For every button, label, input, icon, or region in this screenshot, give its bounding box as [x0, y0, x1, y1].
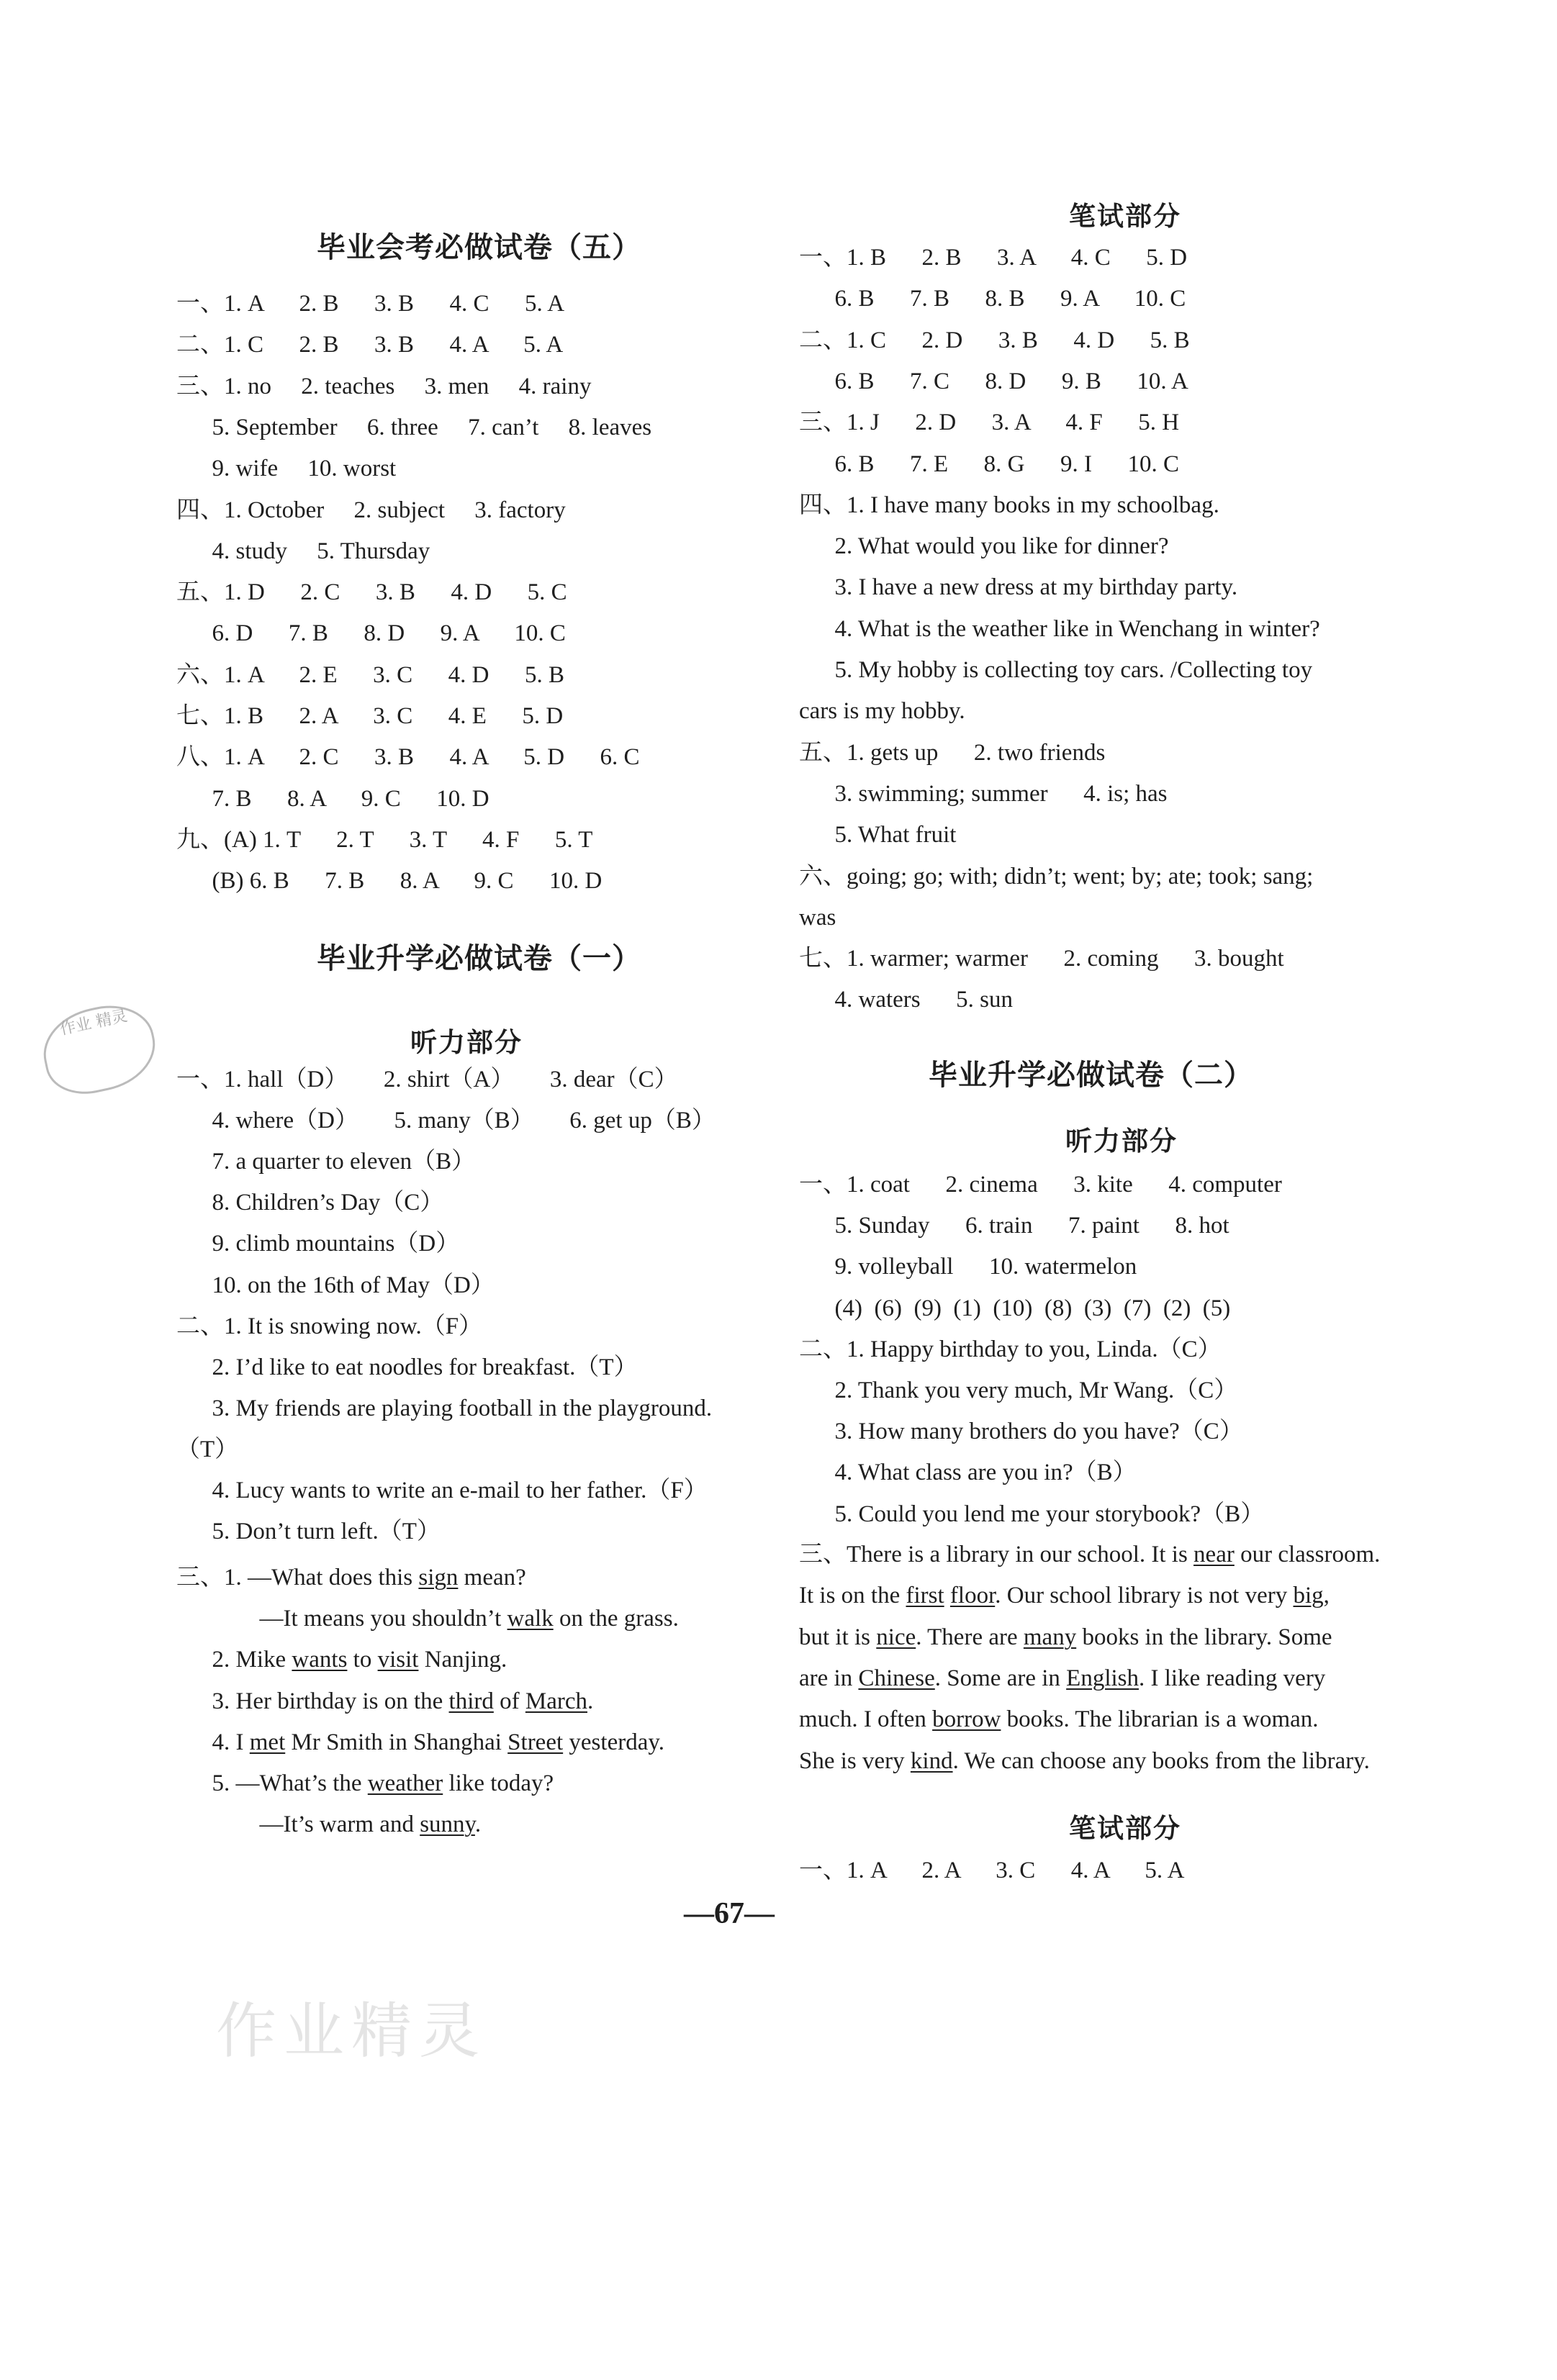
line-text: books in the library. Some	[1076, 1624, 1332, 1650]
filled-blank: sign	[418, 1565, 459, 1591]
line-text: 三、1. —What does this	[176, 1565, 419, 1591]
line-text: like today?	[443, 1770, 554, 1796]
answer-line: 4. What class are you in?（B）	[799, 1460, 1137, 1486]
filled-blank: kind	[910, 1747, 953, 1774]
listening-heading: 听力部分	[410, 1027, 523, 1058]
filled-blank: March	[525, 1688, 587, 1714]
answer-line: 5. September 6. three 7. can’t 8. leaves	[176, 414, 652, 440]
answer-line: 3. swimming; summer 4. is; has	[799, 780, 1168, 807]
line-text: —It’s warm and	[176, 1811, 420, 1838]
line-text	[944, 1583, 950, 1608]
answer-line: 6. B 7. E 8. G 9. I 10. C	[799, 451, 1179, 477]
homework-stamp: 作业 精灵	[36, 997, 163, 1102]
line-text: Nanjing.	[418, 1647, 507, 1673]
line-text: 5. —What’s the	[176, 1770, 368, 1796]
answer-line	[176, 1644, 507, 1675]
answer-line: 5. Could you lend me your storybook?（B）	[799, 1501, 1265, 1527]
answer-line: 三、1. J 2. D 3. A 4. F 5. H	[799, 410, 1180, 436]
filled-blank: sunny	[420, 1811, 475, 1838]
answer-line: 二、1. Happy birthday to you, Linda.（C）	[799, 1336, 1222, 1362]
answer-line: 7. B 8. A 9. C 10. D	[176, 785, 489, 812]
answer-line	[799, 1662, 1325, 1694]
answer-line: 一、1. hall（D） 2. shirt（A） 3. dear（C）	[176, 1067, 678, 1092]
answer-line: 6. B 7. B 8. B 9. A 10. C	[799, 286, 1186, 312]
answer-line: 3. How many brothers do you have?（C）	[799, 1419, 1243, 1445]
filled-blank: weather	[367, 1770, 443, 1796]
answer-line: (4) (6) (9) (1) (10) (8) (3) (7) (2) (5)	[799, 1295, 1231, 1321]
answer-line	[799, 1580, 1330, 1611]
page-number: —67—	[684, 1897, 775, 1930]
answer-line: 4. Lucy wants to write an e-mail to her father.（F）	[176, 1478, 708, 1503]
filled-blank: English	[1066, 1665, 1139, 1691]
exam-title-entrance-2: 毕业升学必做试卷（二）	[929, 1059, 1253, 1092]
line-text: .	[587, 1688, 594, 1714]
line-text: —It means you shouldn’t	[176, 1606, 507, 1632]
answer-line: 4. where（D） 5. many（B） 6. get up（B）	[176, 1108, 716, 1134]
answer-line: 9. climb mountains（D）	[176, 1231, 460, 1257]
answer-line: 5. Don’t turn left.（T）	[176, 1519, 441, 1545]
filled-blank: floor	[949, 1583, 996, 1609]
answer-line: 六、1. A 2. E 3. C 4. D 5. B	[176, 661, 565, 688]
line-text: 三、There is a library in our school. It is	[799, 1542, 1194, 1567]
answer-line: 2. I’d like to eat noodles for breakfast.（T）	[176, 1354, 638, 1380]
filled-blank: Chinese	[858, 1665, 935, 1691]
answer-line: 5. Sunday 6. train 7. paint 8. hot	[799, 1213, 1229, 1239]
line-text: our classroom.	[1234, 1542, 1381, 1567]
answer-line	[176, 1603, 679, 1634]
answer-line	[799, 1621, 1332, 1653]
filled-blank: visit	[377, 1647, 419, 1673]
line-text: It is on the	[799, 1583, 906, 1609]
answer-line: 一、1. A 2. B 3. B 4. C 5. A	[176, 291, 565, 317]
line-text: 3. Her birthday is on the	[176, 1688, 449, 1714]
answer-line: 4. study 5. Thursday	[176, 538, 430, 564]
line-text: on the grass.	[553, 1606, 679, 1632]
answer-line: 4. What is the weather like in Wenchang in winter?	[799, 615, 1320, 642]
answer-line: 一、1. coat 2. cinema 3. kite 4. computer	[799, 1172, 1282, 1198]
answer-line: 九、(A) 1. T 2. T 3. T 4. F 5. T	[176, 826, 593, 853]
line-text: 2. Mike	[176, 1647, 292, 1673]
filled-blank: near	[1193, 1542, 1235, 1567]
filled-blank: first	[906, 1583, 944, 1609]
answer-line: 5. What fruit	[799, 822, 957, 849]
answer-line: 三、1. no 2. teaches 3. men 4. rainy	[176, 373, 592, 399]
watermark: 作业精灵	[216, 1996, 487, 2066]
answer-line: 9. volleyball 10. watermelon	[799, 1254, 1137, 1280]
answer-line: 6. D 7. B 8. D 9. A 10. C	[176, 620, 566, 647]
answer-line	[176, 1727, 664, 1758]
filled-blank: big	[1293, 1583, 1324, 1609]
answer-line: 二、1. It is snowing now.（F）	[176, 1313, 483, 1339]
answer-line	[176, 1562, 526, 1593]
line-text: mean?	[458, 1565, 526, 1591]
answer-line: 一、1. B 2. B 3. A 4. C 5. D	[799, 245, 1188, 271]
exam-title-entrance-1: 毕业升学必做试卷（一）	[317, 942, 641, 975]
answer-line: 2. What would you like for dinner?	[799, 533, 1169, 560]
answer-line: 二、1. C 2. B 3. B 4. A 5. A	[176, 332, 564, 358]
filled-blank: third	[448, 1688, 494, 1714]
answer-line: 七、1. B 2. A 3. C 4. E 5. D	[176, 703, 564, 729]
line-text: ,	[1323, 1583, 1330, 1609]
answer-line: was	[799, 904, 836, 931]
line-text: . I like reading very	[1139, 1665, 1326, 1691]
answer-line	[176, 1809, 481, 1840]
line-text: 4. I	[176, 1729, 250, 1755]
answer-line: 3. I have a new dress at my birthday party.	[799, 574, 1238, 601]
answer-line: 四、1. I have many books in my schoolbag.	[799, 492, 1219, 518]
line-text: of	[493, 1688, 525, 1714]
answer-line	[799, 1703, 1319, 1735]
filled-blank: met	[249, 1729, 286, 1755]
answer-line: 4. waters 5. sun	[799, 987, 1013, 1013]
answer-line	[176, 1768, 554, 1799]
filled-blank: walk	[507, 1606, 554, 1632]
listening-heading-2: 听力部分	[1065, 1126, 1178, 1157]
answer-line: 二、1. C 2. D 3. B 4. D 5. B	[799, 327, 1190, 353]
line-text: but it is	[799, 1624, 877, 1650]
answer-line: 七、1. warmer; warmer 2. coming 3. bought	[799, 946, 1284, 972]
line-text: She is very	[799, 1747, 911, 1774]
filled-blank: many	[1023, 1624, 1077, 1650]
filled-blank: borrow	[932, 1706, 1001, 1733]
answer-line: 8. Children’s Day（C）	[176, 1190, 444, 1216]
answer-line	[799, 1745, 1370, 1777]
line-text: Mr Smith in Shanghai	[285, 1729, 508, 1755]
written-answers-2: 一、1. A 2. A 3. C 4. A 5. A	[799, 1858, 1185, 1883]
line-text: books. The librarian is a woman.	[1001, 1706, 1319, 1733]
answer-line: 四、1. October 2. subject 3. factory	[176, 497, 566, 523]
answer-line: 5. My hobby is collecting toy cars. /Collecting toy	[799, 657, 1313, 683]
answer-line: 五、1. D 2. C 3. B 4. D 5. C	[176, 579, 567, 606]
answer-line: 五、1. gets up 2. two friends	[799, 739, 1106, 766]
answer-line	[176, 1686, 593, 1717]
line-text: . Some are in	[934, 1665, 1067, 1691]
answer-line: 10. on the 16th of May（D）	[176, 1272, 495, 1298]
line-text: . We can choose any books from the library.	[952, 1747, 1370, 1774]
line-text: . Our school library is not very	[995, 1583, 1294, 1609]
answer-line: cars is my hobby.	[799, 698, 965, 725]
answer-line: 7. a quarter to eleven（B）	[176, 1149, 476, 1175]
filled-blank: wants	[292, 1647, 348, 1673]
answer-line: 六、going; go; with; didn’t; went; by; ate; took; sang;	[799, 863, 1314, 890]
answer-line: （T）	[176, 1436, 239, 1462]
written-heading: 笔试部分	[1069, 201, 1181, 232]
line-text: are in	[799, 1665, 859, 1691]
line-text: .	[474, 1811, 482, 1838]
answer-line: 八、1. A 2. C 3. B 4. A 5. D 6. C	[176, 744, 640, 771]
answer-line: 3. My friends are playing football in the playground.	[176, 1395, 713, 1421]
filled-blank: Street	[507, 1729, 564, 1755]
line-text: . There are	[916, 1624, 1024, 1650]
answer-line: 9. wife 10. worst	[176, 456, 397, 482]
answer-line: (B) 6. B 7. B 8. A 9. C 10. D	[176, 868, 603, 895]
line-text: yesterday.	[563, 1729, 664, 1755]
filled-blank: nice	[876, 1624, 916, 1650]
exam-title-graduation-5: 毕业会考必做试卷（五）	[317, 231, 641, 264]
answer-line: 6. B 7. C 8. D 9. B 10. A	[799, 368, 1188, 394]
written-heading-2: 笔试部分	[1069, 1813, 1181, 1844]
line-text: to	[347, 1647, 378, 1673]
answer-line	[799, 1539, 1380, 1570]
line-text: much. I often	[799, 1706, 933, 1733]
answer-line: 2. Thank you very much, Mr Wang.（C）	[799, 1377, 1238, 1403]
